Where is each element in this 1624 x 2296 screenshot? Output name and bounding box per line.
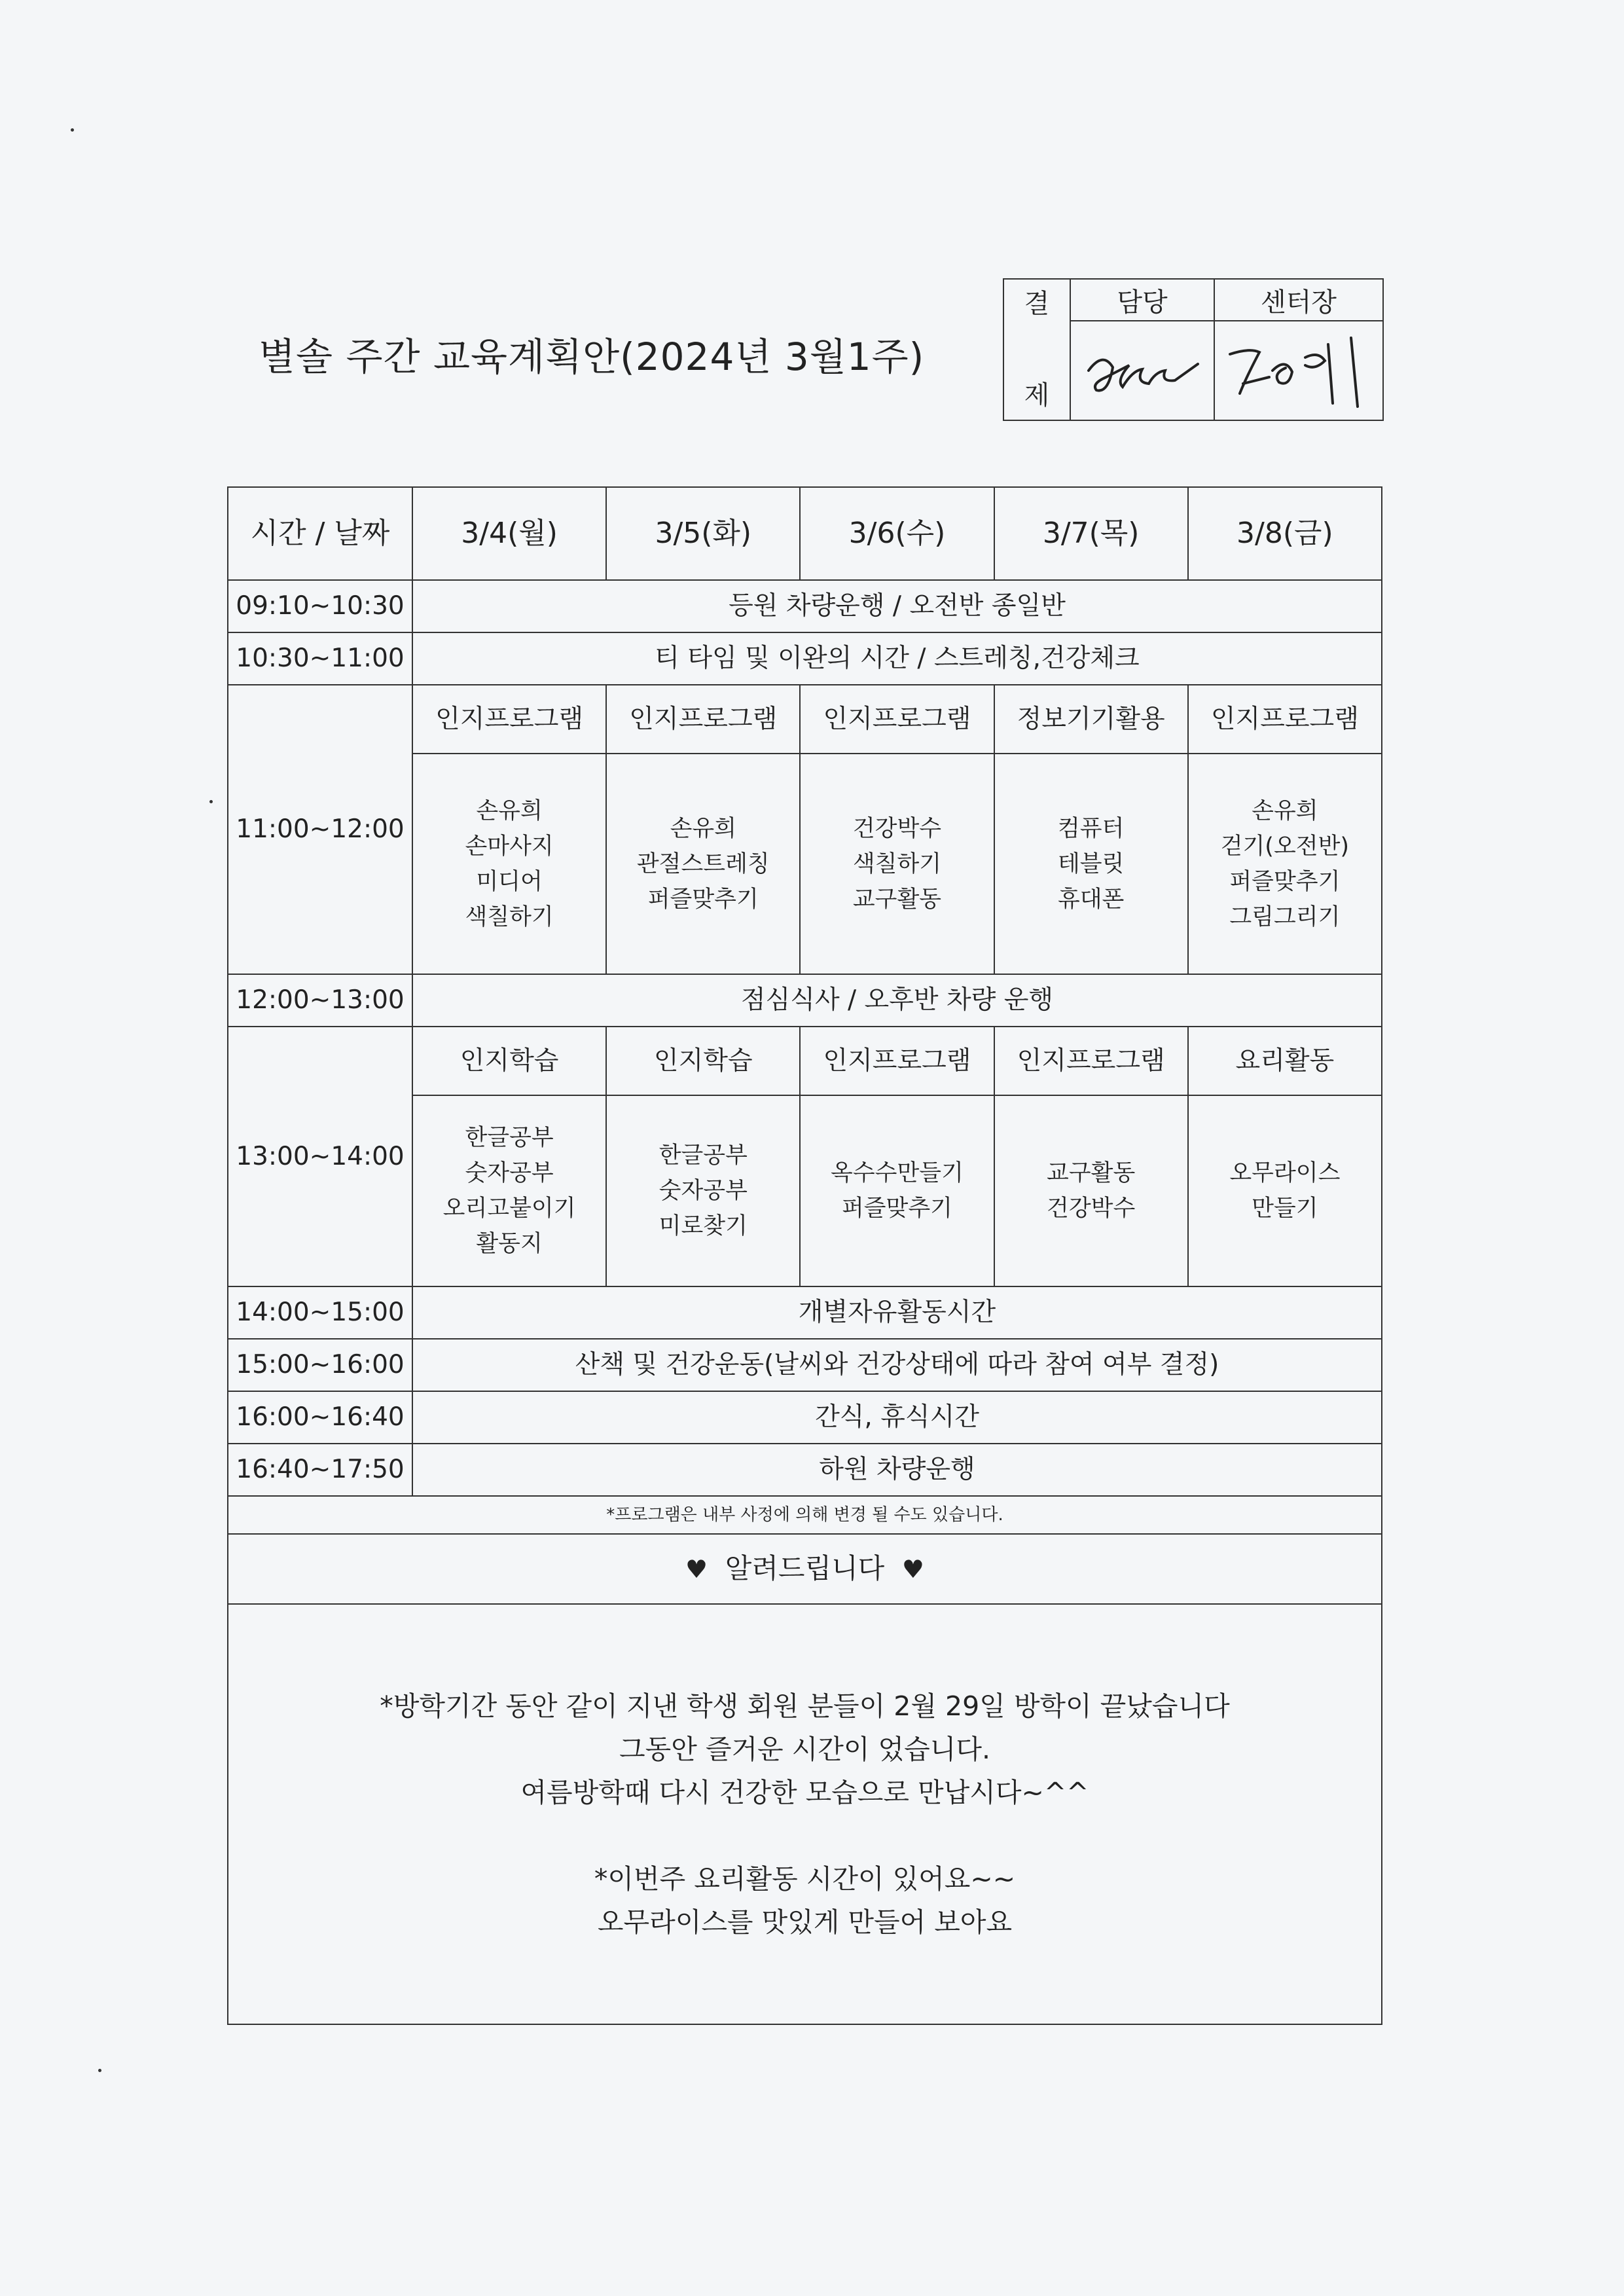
time-slot: 13:00~14:00	[228, 1027, 412, 1286]
program-details	[412, 754, 606, 974]
detail-line: 옥수수만들기	[831, 1160, 964, 1186]
notice-title: 알려드립니다	[725, 1552, 885, 1584]
detail-line: 한글공부	[465, 1125, 554, 1151]
activity-cell: 등원 차량운행 / 오전반 종일반	[412, 580, 1382, 632]
detail-line: 숫자공부	[465, 1160, 554, 1186]
day-header-wed: 3/6(수)	[800, 487, 994, 580]
program-title: 인지프로그램	[800, 685, 994, 754]
program-title: 인지프로그램	[994, 1027, 1188, 1095]
detail-line: 오무라이스	[1229, 1160, 1341, 1186]
detail-line: 테블릿	[1057, 850, 1125, 877]
detail-line: 휴대폰	[1057, 886, 1125, 913]
approval-side-label	[1003, 279, 1070, 420]
day-header-tue: 3/5(화)	[606, 487, 800, 580]
day-header-fri: 3/8(금)	[1188, 487, 1382, 580]
program-title: 요리활동	[1188, 1027, 1382, 1095]
approval-col-staff: 담당	[1070, 279, 1214, 321]
detail-line: 퍼즐맞추기	[841, 1195, 952, 1222]
activity-cell: 티 타임 및 이완의 시간 / 스트레칭,건강체크	[412, 632, 1382, 685]
program-details	[606, 1095, 800, 1286]
detail-line: 관절스트레칭	[636, 850, 770, 877]
program-title: 인지학습	[606, 1027, 800, 1095]
detail-line: 활동지	[476, 1231, 543, 1257]
detail-line: 손유희	[476, 797, 543, 824]
approval-box	[1003, 278, 1384, 421]
program-title: 인지학습	[412, 1027, 606, 1095]
activity-cell: 점심식사 / 오후반 차량 운행	[412, 974, 1382, 1027]
program-title: 인지프로그램	[606, 685, 800, 754]
detail-line: 만들기	[1252, 1195, 1318, 1222]
detail-line: 미로찾기	[659, 1213, 748, 1239]
day-header-mon: 3/4(월)	[412, 487, 606, 580]
detail-line: 한글공부	[659, 1142, 748, 1169]
detail-line: 퍼즐맞추기	[647, 886, 759, 913]
detail-line: 손마사지	[465, 833, 554, 860]
time-slot: 14:00~15:00	[228, 1286, 412, 1339]
approval-col-director: 센터장	[1214, 279, 1383, 321]
approval-side-top: 결	[1024, 289, 1050, 319]
activity-cell: 하원 차량운행	[412, 1444, 1382, 1496]
heart-icon: ♥	[685, 1555, 708, 1584]
time-slot: 11:00~12:00	[228, 685, 412, 974]
detail-line: 색칠하기	[465, 903, 554, 930]
activity-cell: 산책 및 건강운동(날씨와 건강상태에 따라 참여 여부 결정)	[412, 1339, 1382, 1391]
program-details	[1188, 754, 1382, 974]
day-header-thu: 3/7(목)	[994, 487, 1188, 580]
message-line: 여름방학때 다시 건강한 모습으로 만납시다~^^	[520, 1777, 1089, 1808]
program-title: 인지프로그램	[800, 1027, 994, 1095]
detail-line: 교구활동	[1047, 1160, 1136, 1186]
detail-line: 숫자공부	[659, 1178, 748, 1204]
staff-signature	[1070, 321, 1214, 420]
message-line: *방학기간 동안 같이 지낸 학생 회원 분들이 2월 29일 방학이 끝났습니다	[380, 1690, 1230, 1722]
detail-line: 교구활동	[852, 886, 942, 913]
program-title: 인지프로그램	[1188, 685, 1382, 754]
message-line: 그동안 즐거운 시간이 었습니다.	[619, 1734, 990, 1765]
program-details	[994, 1095, 1188, 1286]
detail-line: 건강박수	[852, 815, 942, 842]
schedule-note: *프로그램은 내부 사정에 의해 변경 될 수도 있습니다.	[228, 1496, 1382, 1534]
program-details	[606, 754, 800, 974]
time-slot: 15:00~16:00	[228, 1339, 412, 1391]
program-title: 정보기기활용	[994, 685, 1188, 754]
detail-line: 미디어	[476, 868, 543, 895]
time-slot: 16:00~16:40	[228, 1391, 412, 1444]
detail-line: 손유희	[1252, 797, 1318, 824]
program-details	[800, 1095, 994, 1286]
director-signature	[1214, 321, 1383, 420]
detail-line: 건강박수	[1047, 1195, 1136, 1222]
time-date-header: 시간 / 날짜	[228, 487, 412, 580]
staff-signature-image	[1077, 331, 1208, 410]
detail-line: 오리고붙이기	[442, 1195, 576, 1222]
program-details	[994, 754, 1188, 974]
program-details	[800, 754, 994, 974]
notice-header	[228, 1534, 1382, 1604]
approval-side-bottom: 제	[1024, 380, 1050, 410]
page-title: 별솔 주간 교육계획안(2024년 3월1주)	[259, 335, 925, 379]
program-details	[1188, 1095, 1382, 1286]
detail-line: 퍼즐맞추기	[1229, 868, 1341, 895]
detail-line: 색칠하기	[852, 850, 942, 877]
detail-line: 손유희	[670, 815, 736, 842]
director-signature-image	[1220, 325, 1377, 416]
message-line: 오무라이스를 맛있게 만들어 보아요	[597, 1906, 1013, 1938]
activity-cell: 간식, 휴식시간	[412, 1391, 1382, 1444]
detail-line: 컴퓨터	[1057, 815, 1125, 842]
time-slot: 09:10~10:30	[228, 580, 412, 632]
activity-cell: 개별자유활동시간	[412, 1286, 1382, 1339]
program-title: 인지프로그램	[412, 685, 606, 754]
notice-message	[228, 1604, 1382, 2024]
detail-line: 걷기(오전반)	[1220, 833, 1350, 860]
time-slot: 10:30~11:00	[228, 632, 412, 685]
time-slot: 12:00~13:00	[228, 974, 412, 1027]
weekly-schedule-table	[227, 486, 1382, 2025]
heart-icon: ♥	[901, 1555, 924, 1584]
message-line: *이번주 요리활동 시간이 있어요~~	[594, 1863, 1016, 1895]
time-slot: 16:40~17:50	[228, 1444, 412, 1496]
program-details	[412, 1095, 606, 1286]
detail-line: 그림그리기	[1229, 903, 1341, 930]
